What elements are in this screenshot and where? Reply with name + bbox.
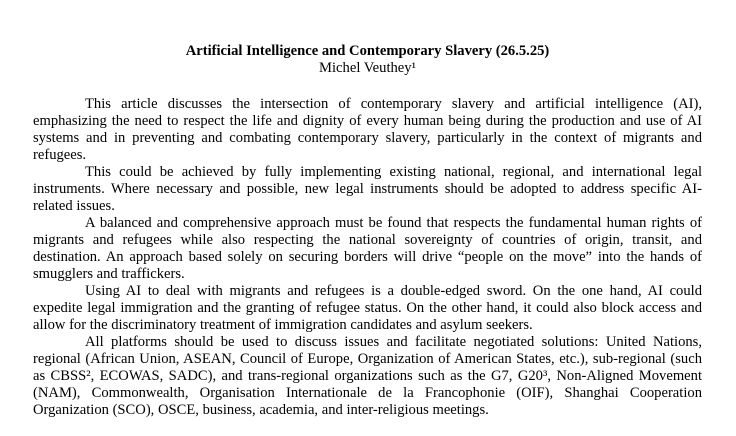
document-title: Artificial Intelligence and Contemporary Slavery (26.5.25)	[185, 43, 550, 59]
paragraph-balanced-approach: A balanced and comprehensive approach must be found that respects the fundamental human rights of migrants and refugees while also respecting the national sovereignty of countries of origin, transit, and destination. An approach based solely on securing borders will drive “people on the move” into the hands of smugglers and traffickers.	[33, 215, 702, 282]
document-body	[33, 96, 702, 419]
paragraph-double-edged-sword: Using AI to deal with migrants and refugees is a double-edged sword. On the one hand, AI could expedite legal immigration and the granting of refugee status. On the other hand, it could also block access and allow for the discriminatory treatment of immigration candidates and asylum seekers.	[33, 283, 702, 333]
document-author: Michel Veuthey¹	[319, 60, 416, 76]
paragraph-legal-instruments: This could be achieved by fully implementing existing national, regional, and international legal instruments. Where necessary and possible, new legal instruments should be adopted to address specific AI-related issues.	[33, 164, 702, 214]
paragraph-intro: This article discusses the intersection of contemporary slavery and artificial intelligence (AI), emphasizing the need to respect the life and dignity of every human being during the production and use of AI systems and in preventing and combating contemporary slavery, particularly in the context of migrants and refugees.	[33, 96, 702, 163]
paragraph-platforms: All platforms should be used to discuss issues and facilitate negotiated solutions: United Nations, regional (African Union, ASEAN, Council of Europe, Organization of American States, etc.), sub-regional (such as CBSS², ECOWAS, SADC), and trans-regional organizations such as the G7, G20³, Non-Aligned Movement (NAM), Commonwealth, Organisation Internationale de la Francophonie (OIF), Shanghai Cooperation Organization (SCO), OSCE, business, academia, and inter-religious meetings.	[33, 334, 702, 418]
